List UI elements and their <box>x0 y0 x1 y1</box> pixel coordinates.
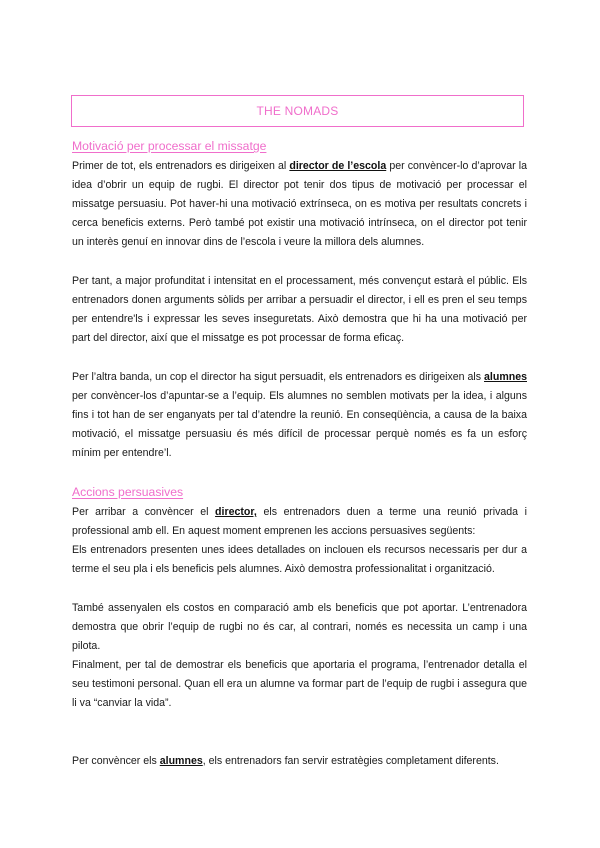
paragraph-motivation-2: Per tant, a major profunditat i intensitat en el processament, més convençut estarà el públic. Els entrenadors donen arguments sòlids per arribar a persuadir el director, i ell es pren el seu temps per entendre'ls i expressar les seves inseguretats. Això demostra que hi ha una motivació per part del director, així que el missatge es pot processar de forma eficaç. <box>72 275 527 345</box>
title-box <box>71 95 524 127</box>
text-run: Primer de tot, els entrenadors es dirigeixen al <box>72 160 290 172</box>
paragraph-actions-3: També assenyalen els costos en comparació amb els beneficis que pot aportar. L’entrenadora demostra que obrir l’equip de rugbi no és car, al contrari, només es necessita un camp i una pilota. <box>72 602 527 653</box>
paragraph-actions-2: Els entrenadors presenten unes idees detallades on inclouen els recursos necessaris per dur a terme el seu pla i els beneficis pels alumnes. Això demostra professionalitat i organització. <box>72 544 527 576</box>
keyword-alumnes: alumnes <box>484 371 527 383</box>
text-run: Per l’altra banda, un cop el director ha sigut persuadit, els entrenadors es dirigeixen als <box>72 371 485 383</box>
keyword-director: director, <box>215 506 257 518</box>
section-heading-motivation: Motivació per processar el missatge <box>72 139 267 153</box>
text-run: per convèncer-los d’apuntar-se a l’equip. Els alumnes no semblen motivats per la idea, i alguns fins i tot han de ser enganyats per tal d’atendre la reunió. En conseqüència, a causa de la baixa motivació, el missatge persuasiu és més difícil de processar perquè només es fa un esforç mínim per entendre’l. <box>72 390 527 460</box>
section-heading-actions: Accions persuasives <box>72 485 184 499</box>
document-title: THE NOMADS <box>256 104 339 118</box>
paragraph-actions-4: Finalment, per tal de demostrar els beneficis que aportaria el programa, l’entrenador detalla el seu testimoni personal. Quan ell era un alumne va formar part de l’equip de rugbi i assegura que li va “canviar la vida”. <box>72 659 527 710</box>
keyword-alumnes: alumnes <box>159 755 203 767</box>
paragraph-actions-5 <box>72 752 527 771</box>
text-run: Per arribar a convèncer el <box>72 506 216 518</box>
text-run: Per convèncer els <box>72 755 160 767</box>
paragraph-motivation-1 <box>72 157 527 252</box>
text-run: per convèncer-lo d’aprovar la idea d’obrir un equip de rugbi. El director pot tenir dos tipus de motivació per processar el missatge persuasiu. Pot haver-hi una motivació extrínseca, on es motiva per resultats concrets i cerca beneficis externs. Però també pot existir una motivació intrínseca, on el director pot tenir un interès genuí en innovar dins de l’escola i veure la millora dels alumnes. <box>72 160 527 249</box>
text-run: , els entrenadors fan servir estratègies completament diferents. <box>202 755 499 767</box>
paragraph-actions-1 <box>72 503 527 541</box>
paragraph-motivation-3 <box>72 368 527 463</box>
text-run: els entrenadors duen a terme una reunió privada i professional amb ell. En aquest moment emprenen les accions persuasives següents: <box>72 506 527 538</box>
keyword-director: director de l’escola <box>289 160 387 172</box>
